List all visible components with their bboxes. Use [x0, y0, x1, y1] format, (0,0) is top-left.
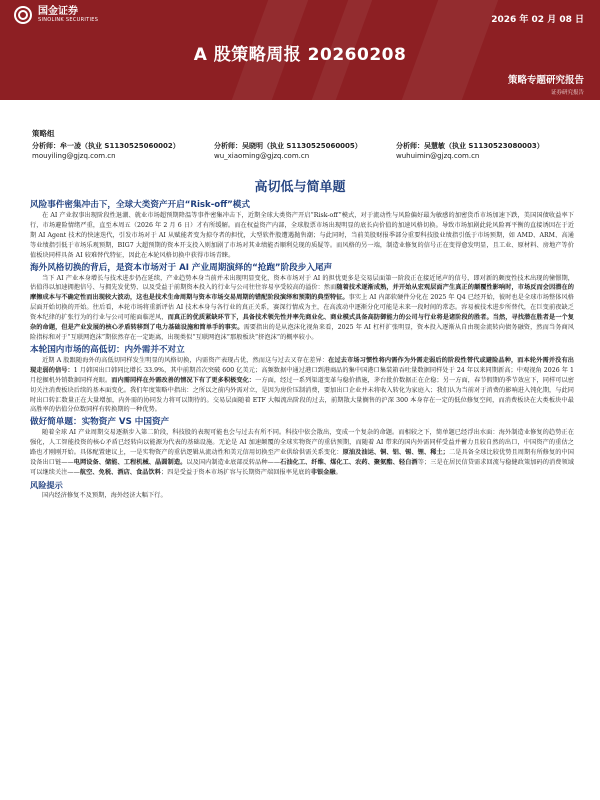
body-text: 等；三是在居民信贷需求回流与稳健政策加码的消费领域可以继续关注—— — [30, 459, 574, 476]
emphasis-text: 石油化工、纤维、煤化工、农药、聚氨酯、轻白酒 — [280, 459, 418, 467]
analyst-block — [32, 128, 580, 161]
brand-logo — [14, 6, 98, 24]
body-text: 事实上 AI 内部软硬件分化在 2025 年 Q4 已经开始，彼时也是全球市场整体风格层面开始切换的开始。往后看，本轮市场将重新评估 AI 技术本身与各行业的真正关系，赛深行情成为主，在高波动中逐渐分化可能是未来一段时间的常态。容易被技术进步所替代，在巨变前夜缺乏资本纪律的扩张行为的行业与公司可能面临逆风， — [30, 294, 574, 322]
section-heading: 风险提示 — [30, 479, 63, 490]
report-banner — [0, 0, 600, 100]
body-text: 1 月韩国出口韩同比增长 33.9%，其中前期首次突破 600 亿美元；高频数据中通过港口到港商品的集中国港口集装箱吞吐量数据同样处于 24 年以来同期新高；中观视角 2026 年 1 月挖掘机外销数据同样亮眼。 — [30, 366, 574, 384]
brand-logo-icon — [14, 6, 32, 24]
body-text: 近期 A 股跟随海外的高低切同样发生明显的风格切换，内需资产表现占优，然而这与过去又存在差异： — [42, 356, 329, 364]
analyst-email[interactable]: mouyiling@gjzq.com.cn — [32, 152, 116, 160]
emphasis-text: 而内需同样在外需改善的情况下有了更多积极变化： — [111, 376, 256, 384]
body-text: 需要指出的是从泡沫化视角来看，2025 年 AI 杠杆扩张明显，资本投入逐渐从自由现金流转向债务融资，然而当务商风险指标和对于“互联网泡沫”期依然存在一定距离，出现类似“互联网泡沫”那般板块“挤泡沫”的概率较小。 — [30, 324, 574, 341]
section-paragraph — [30, 356, 574, 415]
analyst-group-heading: 策略组 — [32, 129, 55, 138]
body-text: 以及国内制造业底部反转品种—— — [186, 459, 281, 467]
body-text: 国内经济修复不及预期，海外经济大幅下行。 — [42, 491, 167, 499]
emphasis-text: 而真正的优质紧缺环节下，具备技术领先性并率先商业化、商业模式具备高防御能力的公司与行业将是诸阶段的胜者。当然，寻找潜在胜者是一个复杂的命题，但是产业发展的核心矛盾转移到了电力基础设施和简单手的事实。 — [30, 314, 574, 332]
section-risk-warning — [30, 479, 574, 501]
emphasis-text: 非银金融 — [310, 468, 336, 476]
analyst-name: 分析师：吴晓明（执业 S1130525060005） — [214, 142, 362, 150]
body-text: 在 AI 产业叙事出现阶段性退潮、就业市场超预期降温等事件密集冲击下，近期全球大类资产开启“Risk-off”模式，对于流动性与风险偏好最为敏感的加密货币市场加速下跌，美国国债收益率下行，市场避险情绪严重，直至本周五（2026 年 2 月 6 日）才有所缓解。而在权益资产内部，全球股票市场出现明显的底长向价值的加速风格切换。导致市场加剧此轮风险再平衡的直接诱因在于近期 AI Agent 技术的快速迭代，引发市场对于 AI 从赋能者变为掠夺者的担忧，大型软件股遭遇抛售潮；与此同时，当前美股财报季部分重要科技股业绩指引低于市场预期，如 AMD、ARM、高通等业绩指引低于市场乐观预期，BIG7 大超预期的资本开支投入则加剧了市场对其业绩能否顺利兑现的质疑等。而风格的另一端，制造业修复的信号正在变得愈发明显，且工业、原材料、房地产等价值板块同样具备 AI 较难替代特征，因此在本轮风格切换中获得市场青睐。 — [30, 212, 574, 259]
report-body — [30, 198, 574, 501]
section-paragraph — [30, 274, 574, 343]
emphasis-text: 电网设备、储能、工程机械、晶圆制造。 — [73, 459, 187, 467]
analyst-name: 分析师：牟一凌（执业 S1130525060002） — [32, 142, 180, 150]
emphasis-text: 随着技术逐渐成熟，并开始从宏观层面产生真正的颠覆性影响时，市场反而会因潜在的摩擦成本与不确定性而出现较大波动，这也是技术生命周期与资本市场交易周期的错配阶段演绎和预期的典型特征。 — [30, 284, 574, 302]
section-heading: 做好简单题：实物资产 VS 中国资产 — [30, 417, 170, 428]
emphasis-text: 在过去市场习惯性将内需作为外需走弱后的阶段性替代或避险品种，而本轮外需并没有出现走弱的信号： — [30, 356, 574, 374]
analyst-card — [396, 141, 578, 161]
brand-name-cn: 国金证券 — [38, 6, 78, 17]
emphasis-text: 航空、免税、酒店、食品饮料 — [79, 468, 161, 476]
section-heading: 本轮国内市场的高低切：内外需并不对立 — [30, 344, 185, 355]
section-paragraph — [30, 428, 574, 478]
section-heading: 风险事件密集冲击下，全球大类资产开启“Risk-off”模式 — [30, 200, 250, 210]
section-ai-cycle — [30, 262, 574, 343]
section-risk-off — [30, 199, 574, 261]
report-date: 2026 年 02 月 08 日 — [491, 15, 584, 25]
body-text: 。 — [335, 468, 342, 476]
brand-name-en: SINOLINK SECURITIES — [38, 17, 99, 23]
analyst-card — [32, 141, 214, 161]
section-domestic-rotation — [30, 344, 574, 415]
report-title: 高切低与简单题 — [254, 180, 346, 195]
body-text: 二是具备全球比较优势且周期有所修复的中国设备出口链—— — [30, 449, 575, 467]
body-text: 当下 AI 产业本身增长与技术进步仍在延续，产业趋势本身当前并未出现明显变化，资本市场对于 AI 的担忧更多是交易层面第一阶段正在接近尾声的信号，即对新的颇度性技术出现的憧憬期，估值得以加速拥抱信号、与拥先发优势、以及受益于前期资本投入的行业与公司往往容易享受较高的溢价：然而 — [30, 274, 574, 292]
analyst-card — [214, 141, 396, 161]
analyst-email[interactable]: wuhuimin@gjzq.com.cn — [396, 152, 480, 160]
body-text: 随着全球 AI 产业周期交易逐渐步入第二阶段，科技股的表现可能也会与过去有所不同。科技中依会散出，变成一个复杂的命题。而相较之下，简单题已经浮出水面：海外制造业修复的趋势正在强化，人工智能投资的核心矛盾已经转向以能源为代表的基础设施。无论是 AI 加速颠覆的全球实物资产的重估预期，而随着 AI 带来的国内外需同样受益并蓄力且较自然的出口，中国资产的重估之路也才刚刚开始。具体配置建议上，一是实物资产的重估逻辑从流动性和美元信用切换至产业供给供需关系变化： — [30, 429, 574, 457]
report-series-title: A 股策略周报 20260208 — [193, 45, 407, 65]
section-heading: 海外风格切换的背后，是资本市场对于 AI 产业周期演绎的“抢跑”阶段步入尾声 — [30, 262, 333, 273]
report-category: 策略专题研究报告 — [507, 75, 584, 86]
body-text: ；四是受益于资本市场扩容与长期资产端回报率见底的 — [161, 468, 311, 476]
section-paragraph — [30, 491, 574, 501]
body-text: 一方面，经过一系列渠道变革与稳价措施，茅台批价数据正在企稳；另一方面，春节假期的季节效应下，同样可以密切关注消费板块后续的基本面变化。我们年度策略中指出：之所以之前内外需对立，是因为房价压制消费，要加出口企业并未将收入转化为家庭入；我们认为当前对于消费的影响进入钝化期，与此同时出口转汇数量正在大量增加，内外需的协同发力将可以期待的。交易层面随着 ETF 大幅流出阶段的过去，前期散大量搁售的沪深 300 本身存在一定的低位修复空间，而消费板块在大类板块中最高胜率的估值分位数同样有转换期的一种优势。 — [30, 376, 575, 414]
report-department: 证券研究报告 — [550, 90, 584, 96]
emphasis-text: 原油及油运、铜、铝、锡、锂、稀土； — [342, 449, 449, 457]
section-simple-question — [30, 416, 574, 478]
section-paragraph — [30, 211, 574, 261]
analyst-email[interactable]: wu_xiaoming@gjzq.com.cn — [214, 152, 310, 160]
analyst-name: 分析师：吴慧敏（执业 S1130523080003） — [396, 142, 544, 150]
